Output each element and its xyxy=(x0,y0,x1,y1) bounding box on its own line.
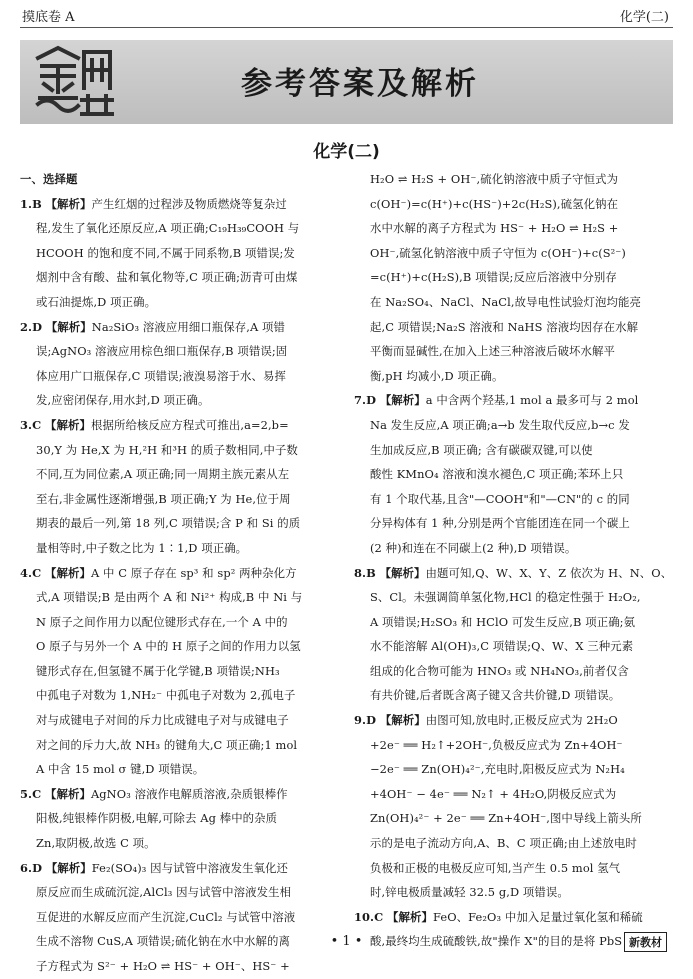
question-number: 9.D xyxy=(354,713,377,728)
analysis-tag: 【解析】 xyxy=(45,196,92,211)
line-text: OH⁻,硫氢化钠溶液中质子守恒为 c(OH⁻)+c(S²⁻) xyxy=(370,245,626,260)
text-line xyxy=(354,265,676,290)
text-line xyxy=(20,536,340,561)
line-text: 组成的化合物可能为 HNO₃ 或 NH₄NO₃,前者仅含 xyxy=(370,663,629,678)
line-text: 在 Na₂SO₄、NaCl、NaCl,故导电性试验灯泡均能亮 xyxy=(370,294,641,309)
text-line xyxy=(20,339,340,364)
text-line xyxy=(20,708,340,733)
line-text: H₂O ⇌ H₂S + OH⁻,硫化钠溶液中质子守恒式为 xyxy=(370,172,619,186)
question-number: 6.D xyxy=(20,860,43,875)
text-line xyxy=(354,438,676,463)
question-number: 5.C xyxy=(20,786,42,801)
question-number: 2.D xyxy=(20,319,43,334)
line-text: A 中含 15 mol σ 键,D 项错误。 xyxy=(36,762,205,777)
line-text: HCOOH 的饱和度不同,不属于同系物,B 项错误;发 xyxy=(36,245,295,260)
line-text: Zn,取阴极,故选 C 项。 xyxy=(36,836,156,851)
analysis-tag: 【解析】 xyxy=(379,393,426,408)
text-line xyxy=(20,364,340,389)
text-line xyxy=(354,831,676,856)
line-text: 子方程式为 S²⁻ + H₂O ⇌ HS⁻ + OH⁻、HS⁻ + xyxy=(36,959,290,973)
question-number: 3.C xyxy=(20,417,42,432)
line-text: FeO、Fe₂O₃ 中加入足量过氧化氢和稀硫 xyxy=(433,909,643,924)
analysis-tag: 【解析】 xyxy=(45,319,92,334)
text-line xyxy=(354,585,676,610)
line-text: 有共价键,后者既含离子键又含共价键,D 项错误。 xyxy=(370,688,621,703)
text-line xyxy=(354,192,676,217)
line-text: Na 发生反应,A 项正确;a→b 发生取代反应,b→c 发 xyxy=(370,417,630,432)
text-line xyxy=(20,388,340,413)
question-number: 4.C xyxy=(20,565,42,580)
line-text: 互促进的水解反应而产生沉淀,CuCl₂ 与试管中溶液 xyxy=(36,909,296,924)
right-column xyxy=(354,167,676,954)
line-text: 根据所给核反应方程式可推出,a=2,b= xyxy=(90,417,289,432)
line-text: 起,C 项错误;Na₂S 溶液和 NaHS 溶液均因存在水解 xyxy=(370,319,639,334)
text-line xyxy=(354,536,676,561)
text-line xyxy=(20,683,340,708)
header-divider xyxy=(20,27,673,28)
text-line xyxy=(20,290,340,315)
line-text: 至右,非金属性逐渐增强,B 项正确;Y 为 He,位于周 xyxy=(36,491,291,506)
text-line xyxy=(354,683,676,708)
analysis-tag: 【解析】 xyxy=(387,909,433,924)
line-text: 有 1 个取代基,且含"—COOH"和"—CN"的 c 的同 xyxy=(370,491,630,506)
text-line xyxy=(354,905,676,930)
line-text: 产生红烟的过程涉及物质燃烧等复杂过 xyxy=(91,196,287,211)
text-line xyxy=(20,192,340,217)
text-line xyxy=(354,880,676,905)
subject-title: 化学(二) xyxy=(313,142,380,162)
text-line xyxy=(20,905,340,930)
line-text: 中孤电子对数为 1,NH₂⁻ 中孤电子对数为 2,孤电子 xyxy=(36,688,296,703)
text-line xyxy=(20,438,340,463)
line-text: 酸性 KMnO₄ 溶液和溴水褪色,C 项正确;苯环上只 xyxy=(370,467,624,482)
text-line xyxy=(20,462,340,487)
text-line xyxy=(20,315,340,340)
right-text-lines xyxy=(354,167,676,954)
line-text: 水不能溶解 Al(OH)₃,C 项错误;Q、W、X 三种元素 xyxy=(370,639,634,654)
line-text: 时,锌电极质量减轻 32.5 g,D 项错误。 xyxy=(370,885,569,900)
text-line xyxy=(20,806,340,831)
text-line xyxy=(20,831,340,856)
text-line xyxy=(20,757,340,782)
text-line xyxy=(354,757,676,782)
line-text: 对与成键电子对间的斥力比成键电子对与成键电子 xyxy=(36,713,289,728)
text-line xyxy=(20,954,340,979)
line-text: =c(H⁺)+c(H₂S),B 项错误;反应后溶液中分别存 xyxy=(370,270,617,285)
text-line xyxy=(354,167,676,192)
text-line xyxy=(20,487,340,512)
text-line xyxy=(20,856,340,881)
text-line xyxy=(354,634,676,659)
text-line xyxy=(354,856,676,881)
analysis-tag: 【解析】 xyxy=(379,565,426,580)
line-text: 示的是电子流动方向,A、B、C 项正确;由上述放电时 xyxy=(370,836,637,851)
page-number: • 1 • xyxy=(330,934,363,949)
text-line xyxy=(354,708,676,733)
analysis-tag: 【解析】 xyxy=(45,417,91,432)
line-text: 误;AgNO₃ 溶液应用棕色细口瓶保存,B 项错误;固 xyxy=(36,344,288,359)
text-line xyxy=(354,659,676,684)
line-text: 平衡而显碱性,在加入上述三种溶液后破坏水解平 xyxy=(370,344,616,359)
line-text: Fe₂(SO₄)₃ 因与试管中溶液发生氧化还 xyxy=(91,860,289,875)
line-text: 酸,最终均生成硫酸铁,故"操作 X"的目的是将 PbS xyxy=(370,934,623,949)
line-text: 衡,pH 均减小,D 项正确。 xyxy=(370,368,504,383)
text-line xyxy=(20,782,340,807)
line-text: A 项错误;H₂SO₃ 和 HClO 可发生反应,B 项正确;氨 xyxy=(370,614,636,629)
line-text: O 原子与另外一个 A 中的 H 原子之间的作用力以氢 xyxy=(36,639,301,654)
line-text: 期表的最后一列,第 18 列,C 项错误;含 P 和 Si 的质 xyxy=(36,516,301,531)
section-title: 一、选择题 xyxy=(20,172,78,186)
line-text: N 原子之间作用力以配位键形式存在,一个 A 中的 xyxy=(36,614,288,629)
line-text: 或石油提炼,D 项正确。 xyxy=(36,294,157,309)
analysis-tag: 【解析】 xyxy=(45,786,91,801)
analysis-tag: 【解析】 xyxy=(45,860,92,875)
line-text: Na₂SiO₃ 溶液应用细口瓶保存,A 项错 xyxy=(91,319,286,334)
line-text: 水中水解的离子方程式为 HS⁻ + H₂O ⇌ H₂S + xyxy=(370,221,619,236)
line-text: 键形式存在,但氢键不属于化学键,B 项错误;NH₃ xyxy=(36,663,280,678)
question-number: 10.C xyxy=(354,909,384,924)
line-text: a 中含两个羟基,1 mol a 最多可与 2 mol xyxy=(425,393,639,408)
text-line xyxy=(354,733,676,758)
line-text: 生加成反应,B 项正确; 含有碳碳双键,可以使 xyxy=(370,442,593,457)
line-text: 对之间的斥力大,故 NH₃ 的键角大,C 项正确;1 mol xyxy=(36,737,298,752)
text-line xyxy=(20,880,340,905)
line-text: A 中 C 原子存在 sp³ 和 sp² 两种杂化方 xyxy=(90,565,297,580)
line-text: (2 种)和连在不同碳上(2 种),D 项错误。 xyxy=(370,540,577,555)
text-line xyxy=(20,610,340,635)
edition-badge: 新教材 xyxy=(624,932,667,952)
left-text-lines xyxy=(20,192,340,979)
line-text: AgNO₃ 溶液作电解质溶液,杂质银棒作 xyxy=(90,786,288,801)
line-text: 发,应密闭保存,用水封,D 项正确。 xyxy=(36,393,210,408)
analysis-tag: 【解析】 xyxy=(379,713,426,728)
banner-title: 参考答案及解析 xyxy=(241,66,479,102)
left-column xyxy=(20,167,340,979)
question-number: 8.B xyxy=(354,565,376,580)
text-line xyxy=(20,216,340,241)
text-line xyxy=(354,806,676,831)
line-text: −2e⁻ ══ Zn(OH)₄²⁻,充电时,阳极反应式为 N₂H₄ xyxy=(370,762,625,777)
line-text: 式,A 项错误;B 是由两个 A 和 Ni²⁺ 构成,B 中 Ni 与 xyxy=(36,590,303,605)
text-line xyxy=(20,265,340,290)
line-text: 负极和正极的电极反应可知,当产生 0.5 mol 氢气 xyxy=(370,860,621,875)
text-line xyxy=(20,659,340,684)
text-line xyxy=(354,315,676,340)
text-line xyxy=(20,733,340,758)
text-line xyxy=(354,290,676,315)
question-number: 1.B xyxy=(20,196,42,211)
seal-logo-icon xyxy=(28,44,120,120)
text-line xyxy=(20,413,340,438)
line-text: S、Cl。未强调简单氢化物,HCl 的稳定性强于 H₂O₂, xyxy=(370,590,641,605)
line-text: +2e⁻ ══ H₂↑+2OH⁻,负极反应式为 Zn+4OH⁻ xyxy=(370,737,623,752)
text-line xyxy=(354,487,676,512)
text-line xyxy=(354,610,676,635)
line-text: 体应用广口瓶保存,C 项错误;液溴易溶于水、易挥 xyxy=(36,368,287,383)
text-line xyxy=(354,782,676,807)
line-text: 量相等时,中子数之比为 1∶1,D 项正确。 xyxy=(36,540,248,555)
text-line xyxy=(354,364,676,389)
line-text: 不同,互为同位素,A 项正确;同一周期主族元素从左 xyxy=(36,467,290,482)
line-text: 烟剂中含有酸、盐和氧化物等,C 项正确;沥青可由煤 xyxy=(36,270,298,285)
text-line xyxy=(354,339,676,364)
text-line xyxy=(354,388,676,413)
text-line xyxy=(354,462,676,487)
text-line xyxy=(354,413,676,438)
text-line xyxy=(354,511,676,536)
line-text: 阳极,纯银棒作阴极,电解,可除去 Ag 棒中的杂质 xyxy=(36,811,278,826)
line-text: 由题可知,Q、W、X、Y、Z 依次为 H、N、O、 xyxy=(425,565,673,580)
question-number: 7.D xyxy=(354,393,377,408)
line-text: 分异构体有 1 种,分别是两个官能团连在同一个碳上 xyxy=(370,516,630,531)
text-line xyxy=(20,511,340,536)
line-text: 程,发生了氧化还原反应,A 项正确;C₁₉H₃₉COOH 与 xyxy=(36,221,300,236)
text-line xyxy=(20,241,340,266)
line-text: 30,Y 为 He,X 为 H,²H 和³H 的质子数相同,中子数 xyxy=(36,442,298,457)
text-line xyxy=(20,561,340,586)
line-text: 生成不溶物 CuS,A 项错误;硫化钠在水中水解的离 xyxy=(36,934,291,949)
line-text: 由图可知,放电时,正极反应式为 2H₂O xyxy=(425,713,618,728)
line-text: Zn(OH)₄²⁻ + 2e⁻ ══ Zn+4OH⁻,图中导线上箭头所 xyxy=(370,811,642,826)
analysis-tag: 【解析】 xyxy=(45,565,91,580)
text-line xyxy=(20,634,340,659)
text-line xyxy=(354,561,676,586)
text-line xyxy=(354,216,676,241)
header-left: 摸底卷 A xyxy=(22,10,75,25)
header-right: 化学(二) xyxy=(619,10,669,25)
line-text: c(OH⁻)=c(H⁺)+c(HS⁻)+2c(H₂S),硫氢化钠在 xyxy=(370,196,619,211)
line-text: 原反应而生成硫沉淀,AlCl₃ 因与试管中溶液发生相 xyxy=(36,885,292,900)
line-text: +4OH⁻ − 4e⁻ ══ N₂↑ + 4H₂O,阴极反应式为 xyxy=(370,786,617,801)
text-line xyxy=(354,241,676,266)
text-line xyxy=(20,585,340,610)
